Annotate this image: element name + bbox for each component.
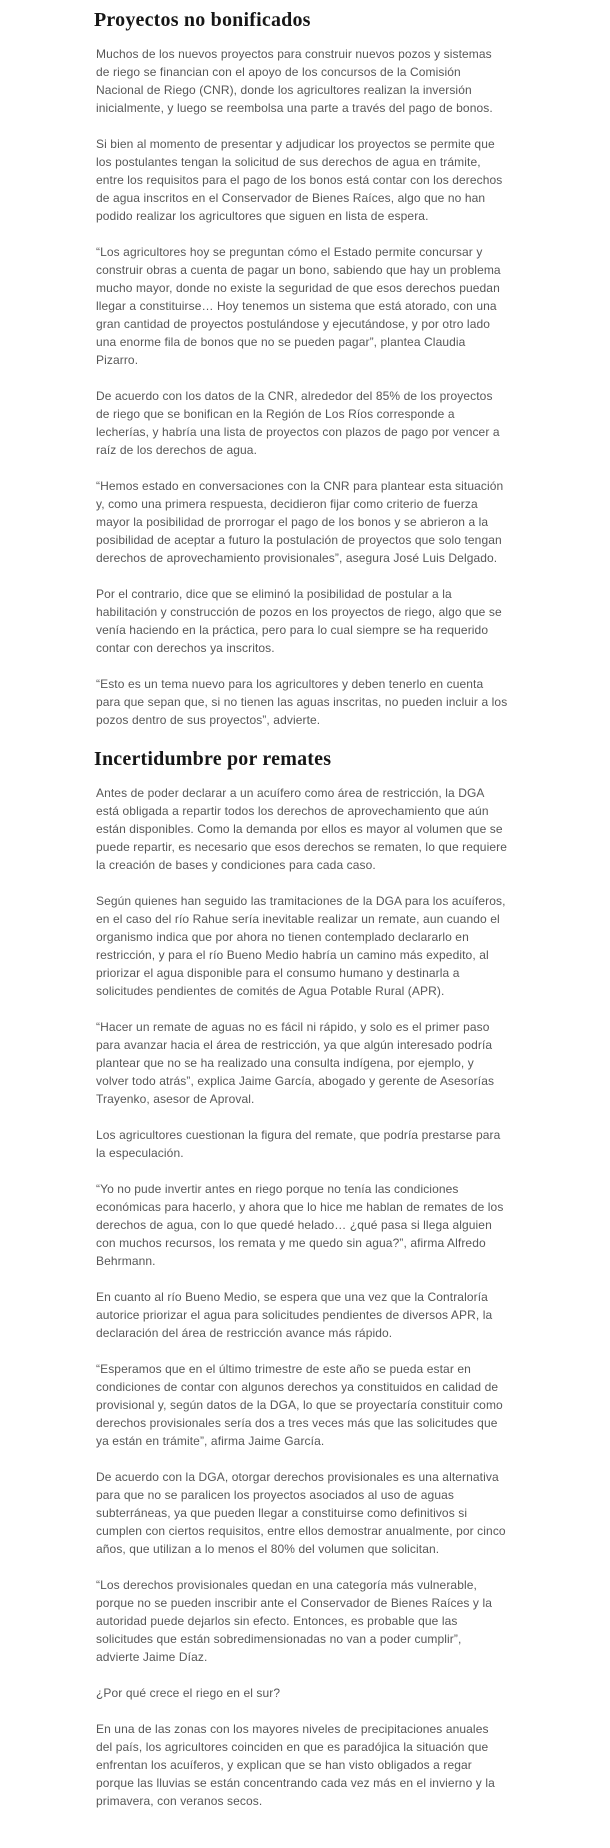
paragraph: “Yo no pude invertir antes en riego porque no tenía las condiciones económicas para hacerlo, y ahora que lo hice me hablan de remates de los derechos de agua, con lo que quedé helado… ¿qué pasa si llega alguien con muchos recursos, los remata y me quedo sin agua?”, afirma Alfredo Behrmann. xyxy=(96,1182,504,1268)
paragraph: “Los agricultores hoy se preguntan cómo el Estado permite concursar y construir obras a cuenta de pagar un bono, sabiendo que hay un problema mucho mayor, donde no existe la seguridad de que esos derechos puedan llegar a constituirse… Hoy tenemos un sistema que está atorado, con una gran cantidad de proyectos postulándose y ejecutándose, y por otro lado una enorme fila de bonos que no se pueden pagar”, plantea Claudia Pizarro. xyxy=(96,245,501,367)
paragraph: “Los derechos provisionales quedan en una categoría más vulnerable, porque no se pueden inscribir ante el Conservador de Bienes Raíces y la autoridad puede dejarlos sin efecto. Entonces, es probable que las solicitudes que están sobredimensionadas no van a poder cumplir”, advierte Jaime Díaz. xyxy=(96,1578,492,1664)
section-heading: Incertidumbre por remates xyxy=(94,748,332,770)
paragraph: Si bien al momento de presentar y adjudicar los proyectos se permite que los postulantes tengan la solicitud de sus derechos de agua en trámite, entre los requisitos para el pago de los bonos está contar con los derechos de agua inscritos en el Conservador de Bienes Raíces, algo que no han podido realizar los agricultores que siguen en lista de espera. xyxy=(96,137,503,223)
paragraph: Los agricultores cuestionan la figura del remate, que podría prestarse para la especulación. xyxy=(96,1128,501,1160)
paragraph: En una de las zonas con los mayores niveles de precipitaciones anuales del país, los agricultores coinciden en que es paradójica la situación que enfrentan los acuíferos, y explican que se han visto obligados a regar porque las lluvias se están concentrando cada vez más en el invierno y la primavera, con veranos secos. xyxy=(96,1722,495,1808)
section-heading: Proyectos no bonificados xyxy=(94,9,311,31)
paragraph: “Hemos estado en conversaciones con la CNR para plantear esta situación y, como una primera respuesta, decidieron fijar como criterio de fuerza mayor la posibilidad de prorrogar el pago de los bonos y se abrieron a la posibilidad de aceptar a futuro la postulación de proyectos que solo tengan derechos de aprovechamiento provisionales”, asegura José Luis Delgado. xyxy=(96,479,504,565)
paragraph: Según quienes han seguido las tramitaciones de la DGA para los acuíferos, en el caso del río Rahue sería inevitable realizar un remate, aun cuando el organismo indica que por ahora no tienen contemplado declararlo en restricción, y para el río Bueno Medio habría un camino más expedito, al priorizar el agua disponible para el consumo humano y destinarla a solicitudes pendientes de comités de Agua Potable Rural (APR). xyxy=(96,894,506,998)
paragraph: En cuanto al río Bueno Medio, se espera que una vez que la Contraloría autorice priorizar el agua para solicitudes pendientes de diversos APR, la declaración del área de restricción avance más rápido. xyxy=(96,1290,493,1340)
paragraph-question: ¿Por qué crece el riego en el sur? xyxy=(96,1686,281,1700)
paragraph: Por el contrario, dice que se eliminó la posibilidad de postular a la habilitación y construcción de pozos en los proyectos de riego, algo que se venía haciendo en la práctica, pero para lo cual siempre se ha requerido contar con derechos ya inscritos. xyxy=(96,587,502,655)
paragraph: De acuerdo con los datos de la CNR, alrededor del 85% de los proyectos de riego que se bonifican en la Región de Los Ríos corresponde a lecherías, y habría una lista de proyectos con plazos de pago por vencer a raíz de los derechos de agua. xyxy=(96,389,500,457)
paragraph: “Esto es un tema nuevo para los agricultores y deben tenerlo en cuenta para que sepan que, si no tienen las aguas inscritas, no pueden incluir a los pozos dentro de sus proyectos”, advierte. xyxy=(96,677,508,727)
paragraph: “Hacer un remate de aguas no es fácil ni rápido, y solo es el primer paso para avanzar hacia el área de restricción, ya que algún interesado podría plantear que no se ha realizado una consulta indígena, por ejemplo, y volver todo atrás”, explica Jaime García, abogado y gerente de Asesorías Trayenko, asesor de Aproval. xyxy=(96,1020,495,1106)
paragraph: Muchos de los nuevos proyectos para construir nuevos pozos y sistemas de riego se financian con el apoyo de los concursos de la Comisión Nacional de Riego (CNR), donde los agricultores realizan la inversión inicialmente, y luego se reembolsa una parte a través del pago de bonos. xyxy=(96,47,493,115)
paragraph: “Esperamos que en el último trimestre de este año se pueda estar en condiciones de contar con algunos derechos ya constituidos en calidad de provisional y, según datos de la DGA, lo que se proyectaría constituir como derechos provisionales sería dos a tres veces más que las solicitudes que ya están en trámite”, afirma Jaime García. xyxy=(96,1362,503,1448)
paragraph: Antes de poder declarar a un acuífero como área de restricción, la DGA está obligada a repartir todos los derechos de aprovechamiento que aún están disponibles. Como la demanda por ellos es mayor al volumen que se puede repartir, es necesario que esos derechos se rematen, lo que requiere la creación de bases y condiciones para cada caso. xyxy=(96,786,507,872)
section-incertidumbre-por-remates xyxy=(96,747,508,1810)
paragraph: De acuerdo con la DGA, otorgar derechos provisionales es una alternativa para que no se paralicen los proyectos asociados al uso de aguas subterráneas, ya que pueden llegar a constituirse como definitivos si cumplen con ciertos requisitos, entre ellos demostrar anualmente, por cinco años, que utilizan a lo menos el 80% del volumen que solicitan. xyxy=(96,1470,506,1556)
section-proyectos-no-bonificados xyxy=(96,8,508,729)
